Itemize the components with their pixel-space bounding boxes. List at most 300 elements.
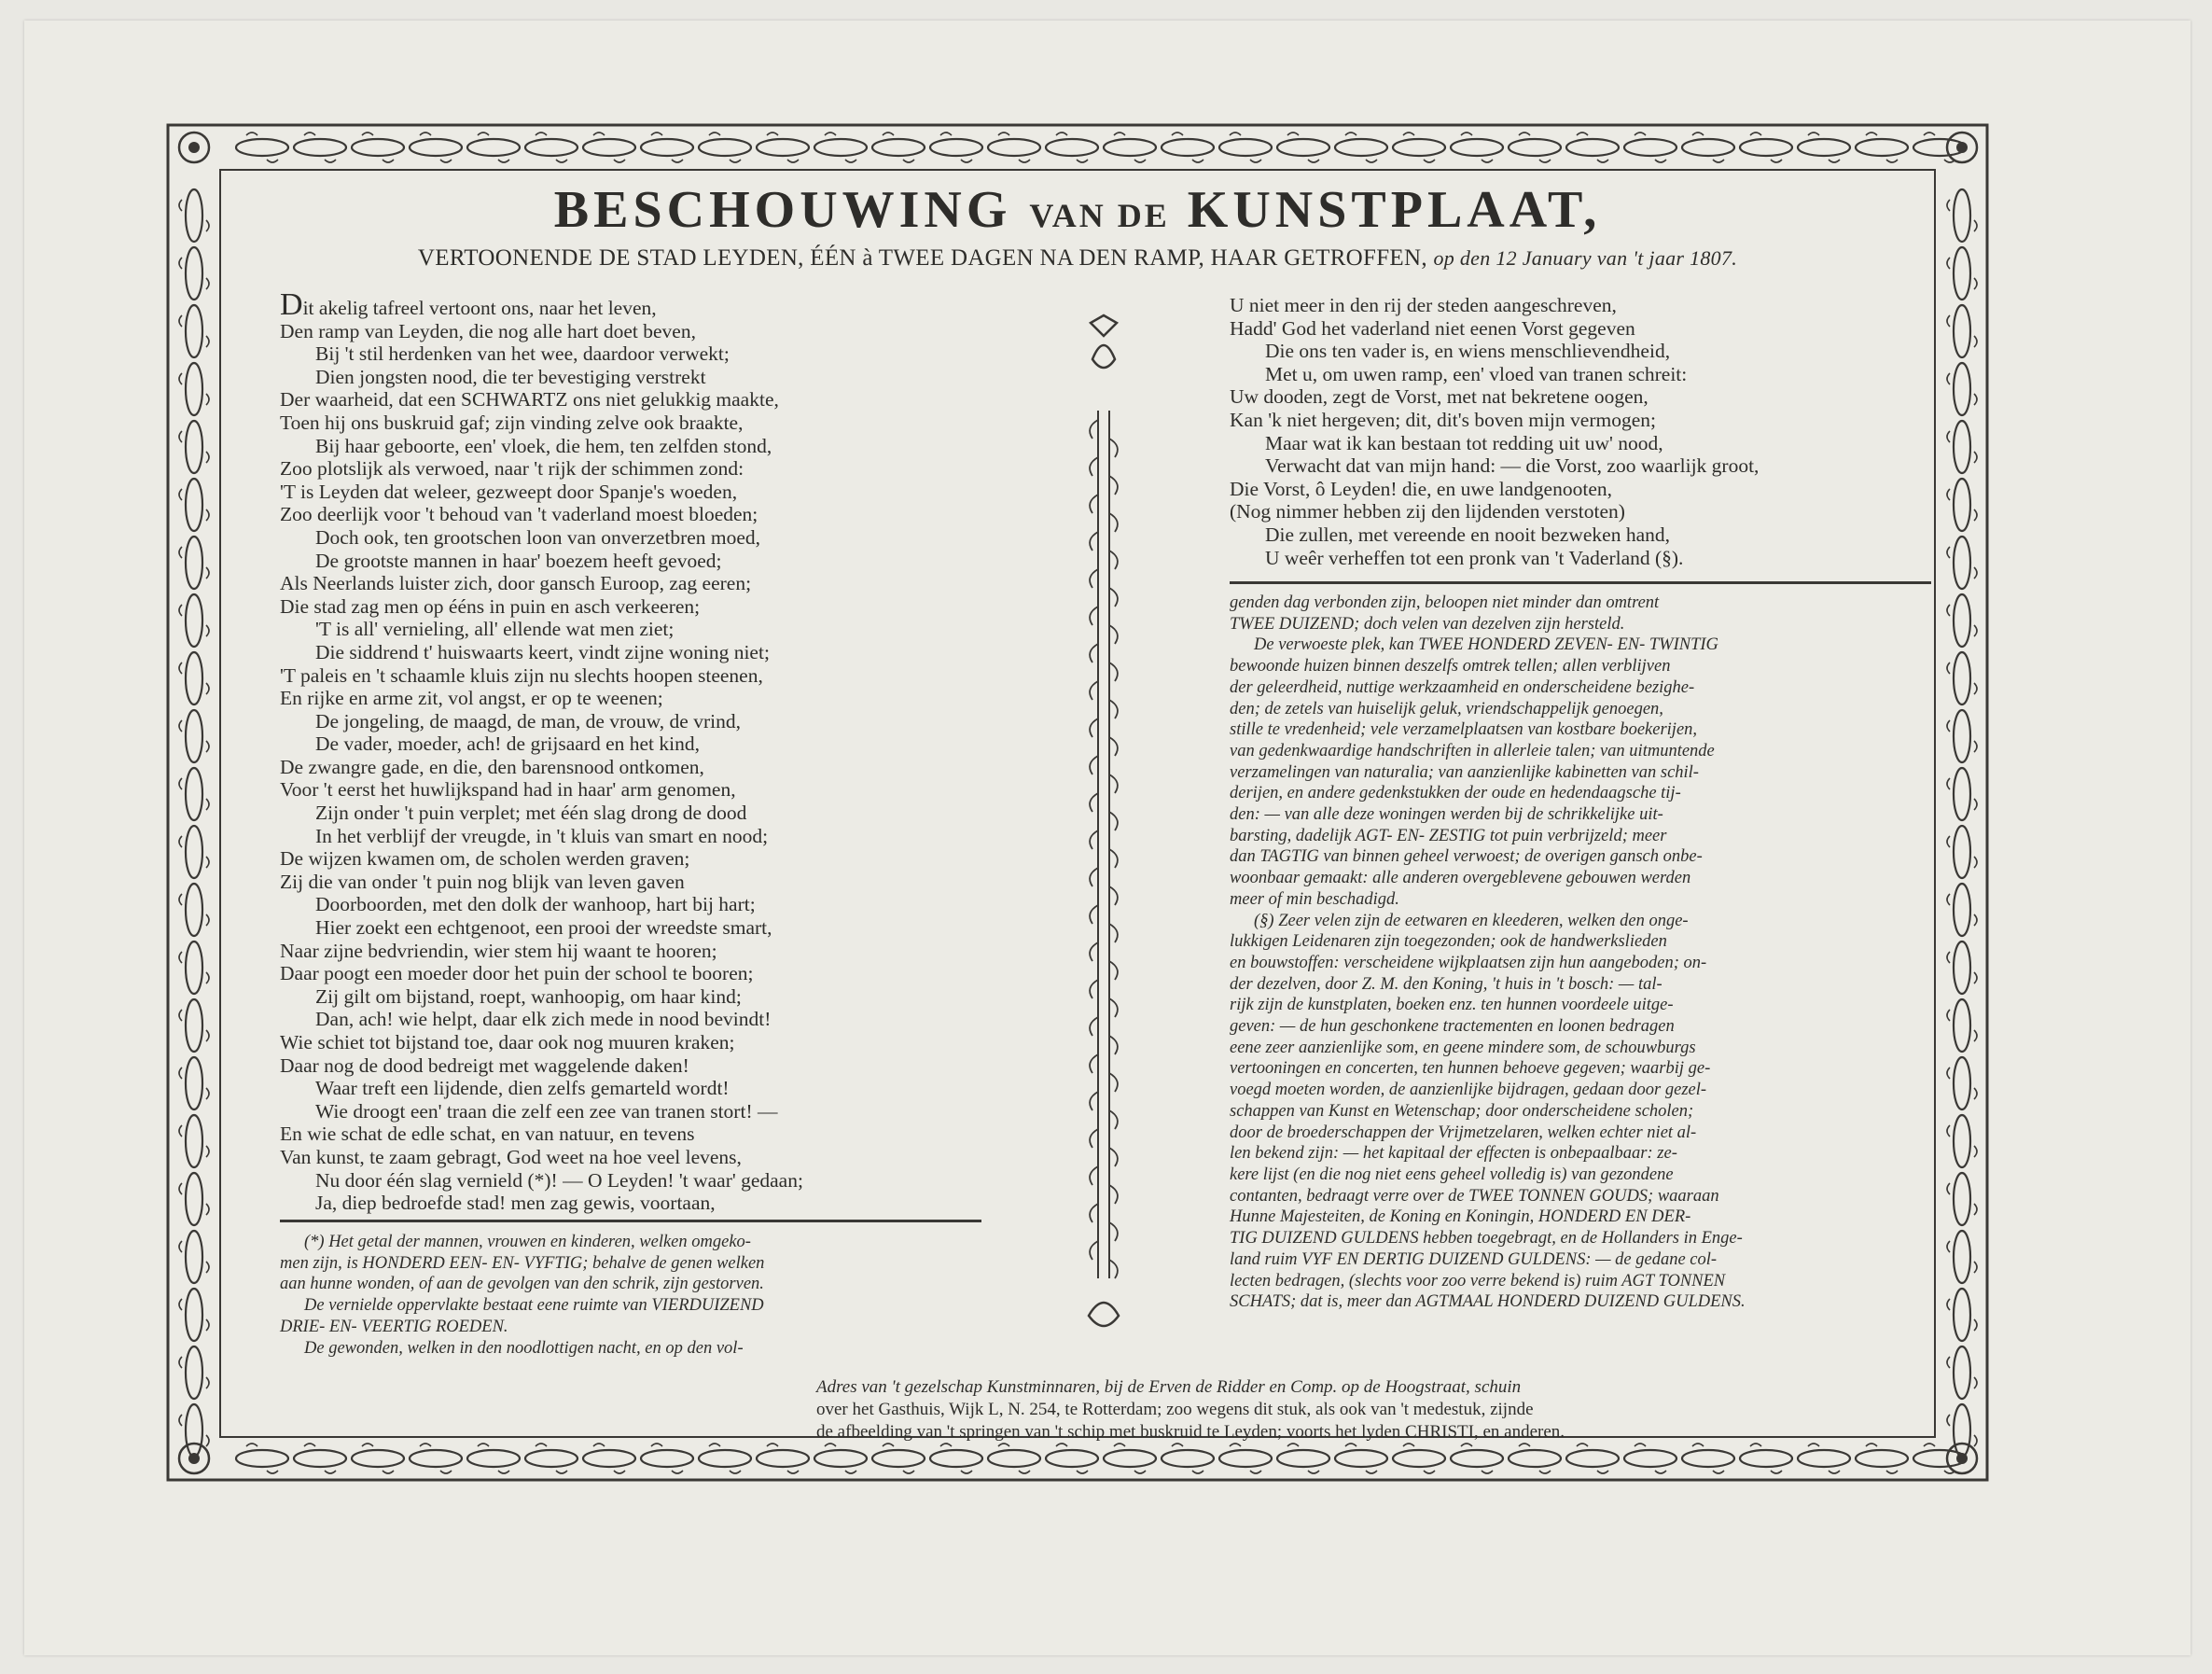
leaf-sprig [179,720,209,752]
vine-leaf [1090,532,1118,569]
leaf-sprig [940,1444,972,1473]
poem-line: Waar treft een lijdende, dien zelfs gemarteld wordt! [315,1077,730,1100]
chain-link [186,479,202,531]
leaf-sprig [940,133,972,162]
vine-leaf [1090,495,1118,532]
footnote-line: lecten bedragen, (slechts voor zoo verre bekend is) ruim AGT TONNEN [1230,1271,1726,1290]
poem-line: 'T paleis en 't schaamle kluis zijn nu slechts hoopen steenen, [280,663,763,687]
chain-link [1954,826,1970,878]
leaf-sprig [651,133,683,162]
subtitle-date: op den 12 January van 't jaar 1807. [1433,246,1738,270]
leaf-sprig [179,1067,209,1099]
footnote-line: der dezelven, door Z. M. den Koning, 't huis in 't bosch: — tal- [1230,974,1662,994]
chain-link [1046,139,1098,156]
leaf-sprig [536,133,567,162]
footnote-line: DRIE- EN- VEERTIG ROEDEN. [280,1317,508,1336]
leaf-sprig [1947,1010,1977,1041]
chain-link [1954,1231,1970,1283]
leaf-sprig [1947,1357,1977,1388]
footnote-line: De verwoeste plek, kan TWEE HONDERD ZEVEN- EN- TWINTIG [1254,635,1718,655]
footnote-line: rijk zijn de kunstplaten, boeken enz. ten hunnen voordeele uitge- [1230,996,1674,1015]
leaf-sprig [179,1299,209,1331]
chain-link [410,139,462,156]
leaf-sprig [1947,836,1977,868]
chain-link [1954,1057,1970,1109]
leaf-sprig [1947,1125,1977,1157]
chain-link [236,139,288,156]
leaf-sprig [1947,315,1977,347]
chain-link [186,710,202,762]
chain-link [294,139,346,156]
footnote-line: genden dag verbonden zijn, beloopen niet minder dan omtrent [1230,593,1660,612]
footnote-line: kere lijst (en die nog niet eens geheel volledig is) van gezondene [1230,1165,1674,1184]
chain-link [186,1289,202,1341]
leaf-sprig [1947,1241,1977,1273]
vine-leaf [1090,1166,1118,1204]
chain-link [525,1450,577,1467]
chain-link [1954,479,1970,531]
leaf-sprig [825,1444,856,1473]
title-part-1: BESCHOUWING [553,181,1012,239]
chain-link [1566,1450,1619,1467]
vine-leaf [1090,1241,1118,1278]
chain-link [1954,363,1970,415]
poem-line: Dan, ach! wie helpt, daar elk zich mede in nood bevindt! [315,1008,772,1031]
leaf-sprig [1947,1067,1977,1099]
poem-line: Der waarheid, dat een SCHWARTZ ons niet gelukkig maakte, [280,388,779,412]
vine-leaf [1090,756,1118,793]
leaf-sprig [246,1444,278,1473]
chain-link [1509,139,1561,156]
leaf-sprig [1947,1299,1977,1331]
vine-leaf [1090,905,1118,942]
chain-link [1954,942,1970,994]
poem-line: En wie schat de edle schat, en van natuur, en tevens [280,1123,695,1146]
poem-line: 'T is Leyden dat weleer, gezweept door Spanje's woeden, [280,480,738,503]
footnote-line: (*) Het getal der mannen, vrouwen en kinderen, welken omgeko- [304,1233,751,1251]
leaf-sprig [825,133,856,162]
chain-link [930,1450,982,1467]
vine-leaf [1090,681,1118,718]
leaf-sprig [304,133,336,162]
leaf-sprig [1230,133,1261,162]
leaf-sprig [1287,133,1319,162]
chain-link [1954,884,1970,936]
vine-leaf [1090,607,1118,644]
poem-line: Verwacht dat van mijn hand: — die Vorst, zoo waarlijk groot, [1265,454,1760,478]
leaf-sprig [179,547,209,579]
poem-line: Naar zijne bedvriendin, wier stem hij waant te hooren; [280,939,717,962]
leaf-sprig [179,605,209,636]
subtitle-main: VERTOONENDE DE STAD LEYDEN, ÉÉN à TWEE DAGEN NA DEN RAMP, HAAR GETROFFEN, [417,245,1427,271]
leaf-sprig [1114,1444,1146,1473]
chain-link [814,1450,867,1467]
chain-link [1219,139,1272,156]
leaf-sprig [304,1444,336,1473]
leaf-sprig [179,778,209,810]
poem-line: Die siddrend t' huiswaarts keert, vindt zijne woning niet; [315,640,770,663]
chain-link [1954,999,1970,1052]
leaf-sprig [1808,1444,1840,1473]
chain-link [1104,1450,1156,1467]
poem-line: (Nog nimmer hebben zij den lijdenden verstoten) [1230,500,1625,523]
leaf-sprig [179,489,209,521]
poem-line: Van kunst, te zaam gebragt, God weet na hoe veel levens, [280,1145,742,1168]
footnote-line: land ruim VYF EN DERTIG DUIZEND GULDENS: — de gedane col- [1230,1249,1718,1269]
leaf-sprig [1692,133,1724,162]
vine-leaf [1090,980,1118,1017]
leaf-sprig [1750,1444,1782,1473]
poem-line: De wijzen kwamen om, de scholen werden graven; [280,847,690,871]
leaf-sprig [1866,1444,1898,1473]
poem-line: Nu door één slag vernield (*)! — O Leyden! 't waar' gedaan; [315,1168,803,1192]
leaf-sprig [179,1241,209,1273]
chain-link [186,594,202,647]
chain-link [467,1450,520,1467]
chain-link [641,139,693,156]
poem-line: De zwangre gade, en die, den barensnood ontkomen, [280,755,704,778]
page-title [187,182,1969,244]
chain-link [186,942,202,994]
chain-link [1954,421,1970,473]
divider-top-ornament [1091,315,1117,368]
chain-link [236,1450,288,1467]
footnote-line: stille te vredenheid; vele verzamelplaatsen van kostbare boekerijen, [1230,720,1698,740]
footnote-line: men zijn, is HONDERD EEN- EN- VYFTIG; behalve de genen welken [280,1253,765,1273]
leaf-sprig [1461,133,1493,162]
chain-link [1509,1450,1561,1467]
vine-leaf [1090,1054,1118,1092]
leaf-sprig [179,1125,209,1157]
leaf-sprig [709,133,741,162]
vine-leaf [1090,1204,1118,1241]
leaf-sprig [362,1444,394,1473]
poem-line: Maar wat ik kan bestaan tot redding uit uw' nood, [1265,431,1663,454]
footnote-line: (§) Zeer velen zijn de eetwaren en kleederen, welken den onge- [1254,911,1689,930]
footnote-line: meer of min beschadigd. [1230,889,1399,909]
chain-link [1624,139,1676,156]
chain-link [352,139,404,156]
leaf-sprig [1947,431,1977,463]
address-line: de afbeelding van 't springen van 't schip met buskruid te Leyden; voorts het lyden CHRISTI, en anderen. [816,1422,1565,1442]
poem-line: Doch ook, ten grootschen loon van onverzetbren moed, [315,525,761,549]
chain-link [1954,1346,1970,1399]
chain-link [1856,1450,1908,1467]
leaf-sprig [998,133,1030,162]
poem-line: Met u, om uwen ramp, een' vloed van tranen schreit: [1265,362,1688,385]
poem-line: U niet meer in den rij der steden aangeschreven, [1230,294,1617,316]
leaf-sprig [1403,133,1435,162]
chain-link [186,1173,202,1225]
chain-link [1162,139,1214,156]
leaf-sprig [998,1444,1030,1473]
leaf-sprig [593,1444,625,1473]
leaf-sprig [883,133,914,162]
vine-leaf [1090,420,1118,457]
corner-rosette-center [188,1453,200,1464]
vine-leaf [1090,942,1118,980]
leaf-sprig [1947,489,1977,521]
chain-link [1335,1450,1387,1467]
chain-link [1277,139,1329,156]
chain-link [1104,139,1156,156]
poem-line: Ja, diep bedroefde stad! men zag gewis, voortaan, [315,1192,716,1215]
leaf-sprig [1692,1444,1724,1473]
poem-line: Die stad zag men op ééns in puin en asch verkeeren; [280,594,701,618]
leaf-sprig [179,836,209,868]
footnotes-left [280,1232,764,1359]
chain-link [814,139,867,156]
leaf-sprig [1947,894,1977,926]
corner-rosette-center [1956,142,1968,153]
chain-link [757,139,809,156]
poem-right-column [1230,294,1759,569]
poem-line: Uw dooden, zegt de Vorst, met nat bekretene oogen, [1230,385,1649,409]
chain-link [410,1450,462,1467]
chain-link [1954,1404,1970,1457]
chain-link [1046,1450,1098,1467]
poem-line: Daar poogt een moeder door het puin der school te booren; [280,962,754,985]
chain-link [186,884,202,936]
leaf-sprig [362,133,394,162]
poem-line: In het verblijf der vreugde, in 't kluis van smart en nood; [315,824,769,847]
chain-link [186,363,202,415]
footnote-line: TWEE DUIZEND; doch velen van dezelven zijn hersteld. [1230,614,1625,634]
poem-line: Bij haar geboorte, een' vloek, die hem, ten zelfden stond, [315,434,772,457]
poem-line: Wie schiet tot bijstand toe, daar ook nog muuren kraken; [280,1031,735,1053]
poem-line: Bij 't stil herdenken van het wee, daardoor verwekt; [315,342,730,366]
vine-leaf [1090,1129,1118,1166]
chain-link [525,139,577,156]
leaf-sprig [179,1183,209,1215]
corner-rosette-center [188,142,200,153]
leaf-sprig [593,133,625,162]
chain-link [930,139,982,156]
chain-link [1682,1450,1734,1467]
poem-line: Zij gilt om bijstand, roept, wanhoopig, om haar kind; [315,984,742,1008]
leaf-sprig [179,373,209,405]
footnote-line: dan TAGTIG van binnen geheel verwoest; de overigen gansch onbe- [1230,847,1703,867]
vine-leaf [1090,1092,1118,1129]
leaf-sprig [1345,1444,1377,1473]
chain-link [1954,305,1970,357]
leaf-sprig [179,1010,209,1041]
vine-leaf [1090,718,1118,756]
chain-link [1162,1450,1214,1467]
leaf-sprig [1577,133,1608,162]
leaf-sprig [767,1444,799,1473]
publisher-address [816,1376,1950,1444]
chain-link [1624,1450,1676,1467]
poem-line: Zoo deerlijk voor 't behoud van 't vaderland moest bloeden; [280,503,758,526]
chain-link [186,421,202,473]
leaf-sprig [179,663,209,694]
leaf-sprig [1947,1183,1977,1215]
footnote-line: vertooningen en concerten, ten hunnen behoeve gegeven; waarbij ge- [1230,1059,1711,1079]
chain-link [1954,594,1970,647]
chain-link [467,139,520,156]
chain-link [583,1450,635,1467]
footnote-line: geven: — de hun geschonkene tractementen en loonen bedragen [1230,1017,1675,1037]
poem-line: Daar nog de dood bedreigt met waggelende daken! [280,1053,689,1077]
chain-link [1954,1173,1970,1225]
leaf-sprig [1808,133,1840,162]
leaf-sprig [179,1357,209,1388]
page-subtitle [187,245,1969,272]
leaf-sprig [1519,1444,1551,1473]
vine-leaf [1090,830,1118,868]
vine-leaf [1090,1017,1118,1054]
chain-link [988,139,1040,156]
leaf-sprig [478,1444,509,1473]
chain-link [1856,139,1908,156]
chain-link [294,1450,346,1467]
chain-link [186,537,202,589]
leaf-sprig [1947,1415,1977,1446]
leaf-sprig [1947,778,1977,810]
vine-leaf [1090,569,1118,607]
chain-link [1954,710,1970,762]
footnote-line: lukkigen Leidenaren zijn toegezonden; ook de handwerkslieden [1230,932,1667,952]
leaf-sprig [1635,133,1666,162]
divider-bottom-ornament [1089,1303,1119,1326]
footnotes-right [1230,593,1746,1313]
poem-left-column [280,287,803,1215]
footnote-line: Hunne Majesteiten, de Koning en Koningin, HONDERD EN DER- [1230,1207,1691,1227]
chain-link [1393,1450,1445,1467]
leaf-sprig [767,133,799,162]
leaf-sprig [1114,133,1146,162]
poem-line: Als Neerlands luister zich, door gansch Euroop, zag eeren; [280,572,752,595]
poem-line: Doorboorden, met den dolk der wanhoop, hart bij hart; [315,893,756,916]
left-divider-rule [280,1220,981,1222]
poem-line: Hadd' God het vaderland niet eenen Vorst gegeven [1230,316,1635,340]
leaf-sprig [1947,373,1977,405]
footnote-line: SCHATS; dat is, meer dan AGTMAAL HONDERD DUIZEND GULDENS. [1230,1292,1746,1312]
leaf-sprig [1750,133,1782,162]
poem-line: Hier zoekt een echtgenoot, een prooi der wreedste smart, [315,916,772,940]
title-part-3: KUNSTPLAAT, [1187,181,1602,239]
poem-line: Zoo plotslijk als verwoed, naar 't rijk der schimmen zond: [280,457,744,481]
chain-link [1954,1289,1970,1341]
chain-link [1954,768,1970,820]
chain-link [1277,1450,1329,1467]
chain-link [699,139,751,156]
leaf-sprig [1056,133,1088,162]
footnote-line: den; de zetels van huiselijk geluk, vriendschappelijk genoegen, [1230,699,1663,718]
poem-line: De grootste mannen in haar' boezem heeft gevoed; [315,549,722,572]
footnote-line: voegd moeten worden, de aanzienlijke bijdragen, gedaan door gezel- [1230,1081,1707,1100]
chain-link [1566,139,1619,156]
chain-link [186,1115,202,1167]
footnote-line: TIG DUIZEND GULDENS hebben toegebragt, en de Hollanders in Enge- [1230,1229,1743,1249]
right-divider-rule [1230,581,1931,584]
chain-link [757,1450,809,1467]
footnote-line: bewoonde huizen binnen deszelfs omtrek tellen; allen verblijven [1230,657,1671,677]
vine-leaf [1090,644,1118,681]
leaf-sprig [1056,1444,1088,1473]
poem-line: Kan 'k niet hergeven; dit, dit's boven mijn vermogen; [1230,408,1656,431]
vine-leaf [1090,868,1118,905]
footnote-line: De gewonden, welken in den noodlottigen nacht, en op den vol- [304,1338,744,1358]
footnote-line: woonbaar gemaakt: alle anderen overgeblevene gebouwen werden [1230,869,1691,888]
poem-line: De jongeling, de maagd, de man, de vrouw, de vrind, [315,709,741,732]
chain-link [1740,1450,1792,1467]
leaf-sprig [1287,1444,1319,1473]
leaf-sprig [1230,1444,1261,1473]
leaf-sprig [478,133,509,162]
footnote-line: en bouwstoffen: verscheidene wijkplaatsen zijn hun aangeboden; on- [1230,953,1707,972]
leaf-sprig [1172,1444,1203,1473]
footnote-line: verzamelingen van naturalia; van aanzienlijke kabinetten van schil- [1230,762,1699,782]
leaf-sprig [1947,952,1977,983]
poem-line: Die Vorst, ô Leyden! die, en uwe landgenooten, [1230,477,1612,500]
leaf-sprig [1635,1444,1666,1473]
chain-link [1954,1115,1970,1167]
footnote-line: barsting, dadelijk AGT- EN- ZESTIG tot puin verbrijzeld; meer [1230,826,1667,845]
chain-link [1954,652,1970,704]
chain-link [1740,139,1792,156]
chain-link [186,652,202,704]
chain-link [1451,139,1503,156]
footnote-line: schappen van Kunst en Wetenschap; door onderscheidene scholen; [1230,1101,1694,1121]
leaf-sprig [1172,133,1203,162]
leaf-sprig [420,1444,452,1473]
chain-link [186,1057,202,1109]
chain-link [186,1346,202,1399]
poem-line: En rijke en arme zit, vol angst, er op te weenen; [280,687,663,710]
poem-line: Dien jongsten nood, die ter bevestiging verstrekt [315,365,706,388]
footnote-line: contanten, bedraagt verre over de TWEE TONNEN GOUDS; waaraan [1230,1186,1719,1206]
chain-link [988,1450,1040,1467]
chain-link [1335,139,1387,156]
chain-link [186,305,202,357]
poem-line: Toen hij ons buskruid gaf; zijn vinding zelve ook braakte, [280,411,744,434]
leaf-sprig [1345,133,1377,162]
chain-link [1451,1450,1503,1467]
leaf-sprig [1947,605,1977,636]
leaf-sprig [179,431,209,463]
leaf-sprig [1403,1444,1435,1473]
chain-link [186,768,202,820]
footnote-line: van gedenkwaardige handschriften in allerleie talen; van uitmuntende [1230,741,1715,760]
leaf-sprig [536,1444,567,1473]
title-part-2: VAN DE [1029,197,1170,234]
chain-link [1954,537,1970,589]
footnote-line: den: — van alle deze woningen werden bij de schrikkelijke uit- [1230,805,1663,825]
address-line: over het Gasthuis, Wijk L, N. 254, te Rotterdam; zoo wegens dit stuk, als ook van 't medestuk, zijnde [816,1400,1534,1419]
chain-link [186,1404,202,1457]
leaf-sprig [1947,720,1977,752]
leaf-sprig [709,1444,741,1473]
address-line: Adres van 't gezelschap Kunstminnaren, bij de Erven de Ridder en Comp. op de Hoogstraat, schuin [816,1377,1522,1397]
footnote-line: aan hunne wonden, of aan de gevolgen van den schrik, zijn gestorven. [280,1275,764,1294]
footnote-line: door de broederschappen der Vrijmetzelaren, welken echter niet al- [1230,1123,1697,1142]
leaf-sprig [1577,1444,1608,1473]
footnote-line: De vernielde oppervlakte bestaat eene ruimte van VIERDUIZEND [304,1296,764,1316]
leaf-sprig [651,1444,683,1473]
chain-link [1393,139,1445,156]
poem-line: U weêr verheffen tot een pronk van 't Vaderland (§). [1265,546,1684,569]
poem-line: Zijn onder 't puin verplet; met één slag drong de dood [315,802,747,825]
leaf-sprig [179,952,209,983]
leaf-sprig [1866,133,1898,162]
poem-line: Zij die van onder 't puin nog blijk van leven gaven [280,870,685,893]
leaf-sprig [420,133,452,162]
chain-link [186,826,202,878]
poem-line: De vader, moeder, ach! de grijsaard en het kind, [315,732,700,756]
chain-link [641,1450,693,1467]
